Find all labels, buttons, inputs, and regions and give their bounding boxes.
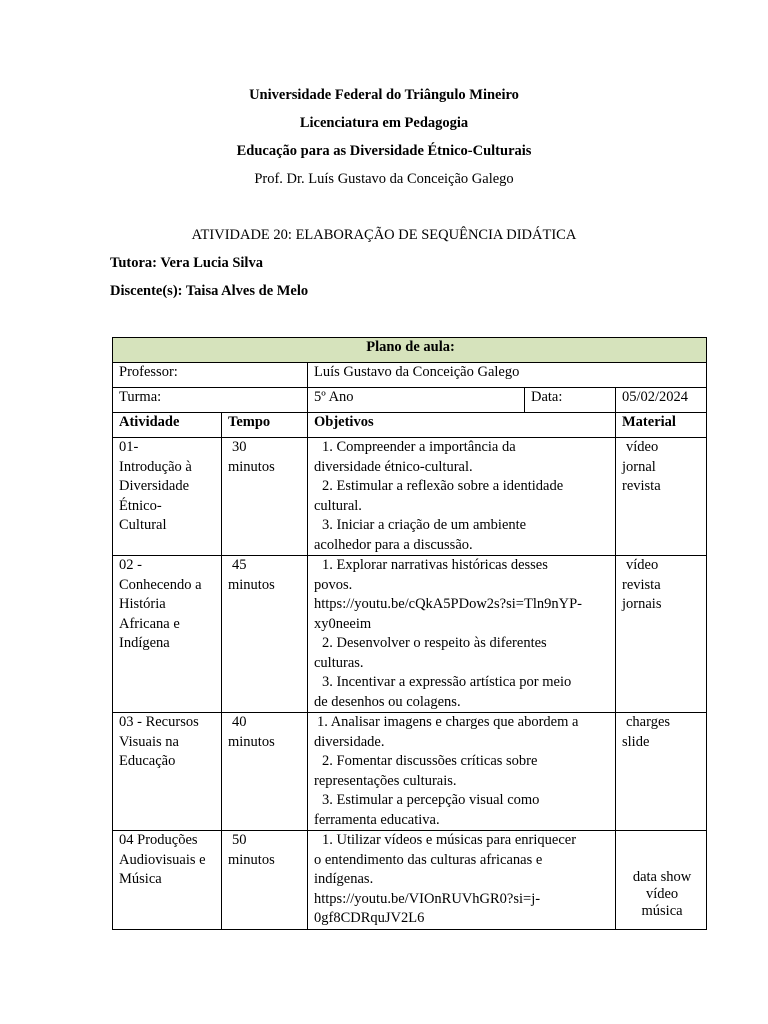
activity-text: Indígena [119,635,170,651]
student-line: Discente(s): Taisa Alves de Melo [110,283,309,299]
professor-value: Luís Gustavo da Conceição Galego [308,363,707,388]
time-unit: minutos [228,576,275,593]
material-item: revista [622,478,661,494]
objective-link[interactable]: https://youtu.be/cQkA5PDow2s?si=Tln9nYP- [314,596,582,612]
plan-title: Plano de aula: [113,338,707,363]
professor-label: Professor: [113,363,308,388]
objective-link[interactable]: 0gf8CDRquJV2L6 [314,910,425,926]
column-header-material: Material [616,413,707,438]
university-name: Universidade Federal do Triângulo Mineiro [249,87,519,103]
activity-text: 01- [119,439,139,455]
objective-text: 1. Utilizar vídeos e músicas para enriquecer [322,832,577,848]
material-item: vídeo [626,557,659,573]
discipline-name: Educação para as Diversidade Étnico-Culturais [236,143,532,159]
time-unit: minutos [228,733,275,750]
objectives-cell [308,556,616,713]
time-value: 50 [232,832,247,848]
material-cell [616,713,707,831]
time-unit: minutos [228,851,275,868]
objective-text: cultural. [314,497,362,514]
turma-value: 5º Ano [308,388,525,413]
material-cell [616,438,707,556]
objective-link[interactable]: https://youtu.be/VIOnRUVhGR0?si=j- [314,890,541,907]
objective-text: o entendimento das culturas africanas e [314,851,543,868]
objective-text: culturas. [314,654,364,671]
course-name: Licenciatura em Pedagogia [299,115,469,131]
table-row [113,556,707,713]
activity-cell [113,831,222,930]
activity-text: Cultural [119,517,167,533]
objective-text: acolhedor para a discussão. [314,536,473,553]
objective-text: povos. [314,576,353,593]
column-header-objetivos: Objetivos [308,413,616,438]
material-item: vídeo [626,439,659,455]
objectives-cell [308,831,616,930]
table-row [113,713,707,831]
table-row [113,831,707,930]
objective-text: 2. Estimular a reflexão sobre a identidade [322,478,564,494]
activity-text: 02 - [119,557,142,573]
objective-text: 3. Iniciar a criação de um ambiente [322,517,527,533]
objective-text: diversidade étnico-cultural. [314,458,473,475]
activity-text: Diversidade [119,478,190,494]
activity-cell [113,713,222,831]
lesson-plan-table [112,337,707,930]
activity-text: Visuais na [119,733,179,750]
objective-text: 2. Fomentar discussões críticas sobre [322,753,538,769]
objective-text: 1. Compreender a importância da [322,439,516,455]
time-cell [222,831,308,930]
material-item: música [641,903,683,919]
tutor-line: Tutora: Vera Lucia Silva [110,255,263,271]
material-item: jornais [622,596,662,612]
objective-text: 1. Explorar narrativas históricas desses [322,557,548,573]
objective-text: 1. Analisar imagens e charges que abordem a [317,714,579,730]
activity-text: 04 Produções [119,832,198,848]
material-cell [616,556,707,713]
time-unit: minutos [228,458,275,475]
time-value: 40 [232,714,247,730]
professor-line: Prof. Dr. Luís Gustavo da Conceição Galego [254,171,514,187]
objective-text: ferramenta educativa. [314,811,440,828]
activity-text: Africana e [119,615,180,632]
time-cell [222,438,308,556]
objective-text: indígenas. [314,871,374,887]
activity-text: Música [119,871,162,887]
data-value: 05/02/2024 [616,388,707,413]
objective-text: 2. Desenvolver o respeito às diferentes [322,635,547,651]
time-value: 30 [232,439,247,455]
material-item: vídeo [645,886,679,902]
turma-label: Turma: [113,388,308,413]
objective-text: 3. Incentivar a expressão artística por meio [322,674,572,690]
activity-text: Audiovisuais e [119,851,206,868]
table-row [113,438,707,556]
objective-text: 3. Estimular a percepção visual como [322,792,540,808]
objective-text: de desenhos ou colagens. [314,693,461,710]
material-item: revista [622,576,661,593]
activity-title: ATIVIDADE 20: ELABORAÇÃO DE SEQUÊNCIA DIDÁTICA [191,227,577,243]
column-header-tempo: Tempo [222,413,308,438]
objective-link[interactable]: xy0neeim [314,615,372,632]
activity-text: História [119,596,166,612]
column-header-atividade: Atividade [113,413,222,438]
material-item: jornal [622,458,656,475]
objective-text: diversidade. [314,733,385,750]
data-label: Data: [525,388,616,413]
activity-text: Conhecendo a [119,576,202,593]
time-cell [222,556,308,713]
material-item: charges [626,714,671,730]
objectives-cell [308,713,616,831]
activity-text: Introdução à [119,458,192,475]
activity-cell [113,556,222,713]
material-cell [616,831,707,930]
activity-text: Educação [119,753,176,769]
activity-cell [113,438,222,556]
time-cell [222,713,308,831]
time-value: 45 [232,557,247,573]
activity-text: Étnico- [119,497,162,514]
activity-text: 03 - Recursos [119,714,199,730]
material-item: slide [622,733,650,750]
objective-text: representações culturais. [314,772,457,789]
objectives-cell [308,438,616,556]
material-item: data show [632,869,692,885]
